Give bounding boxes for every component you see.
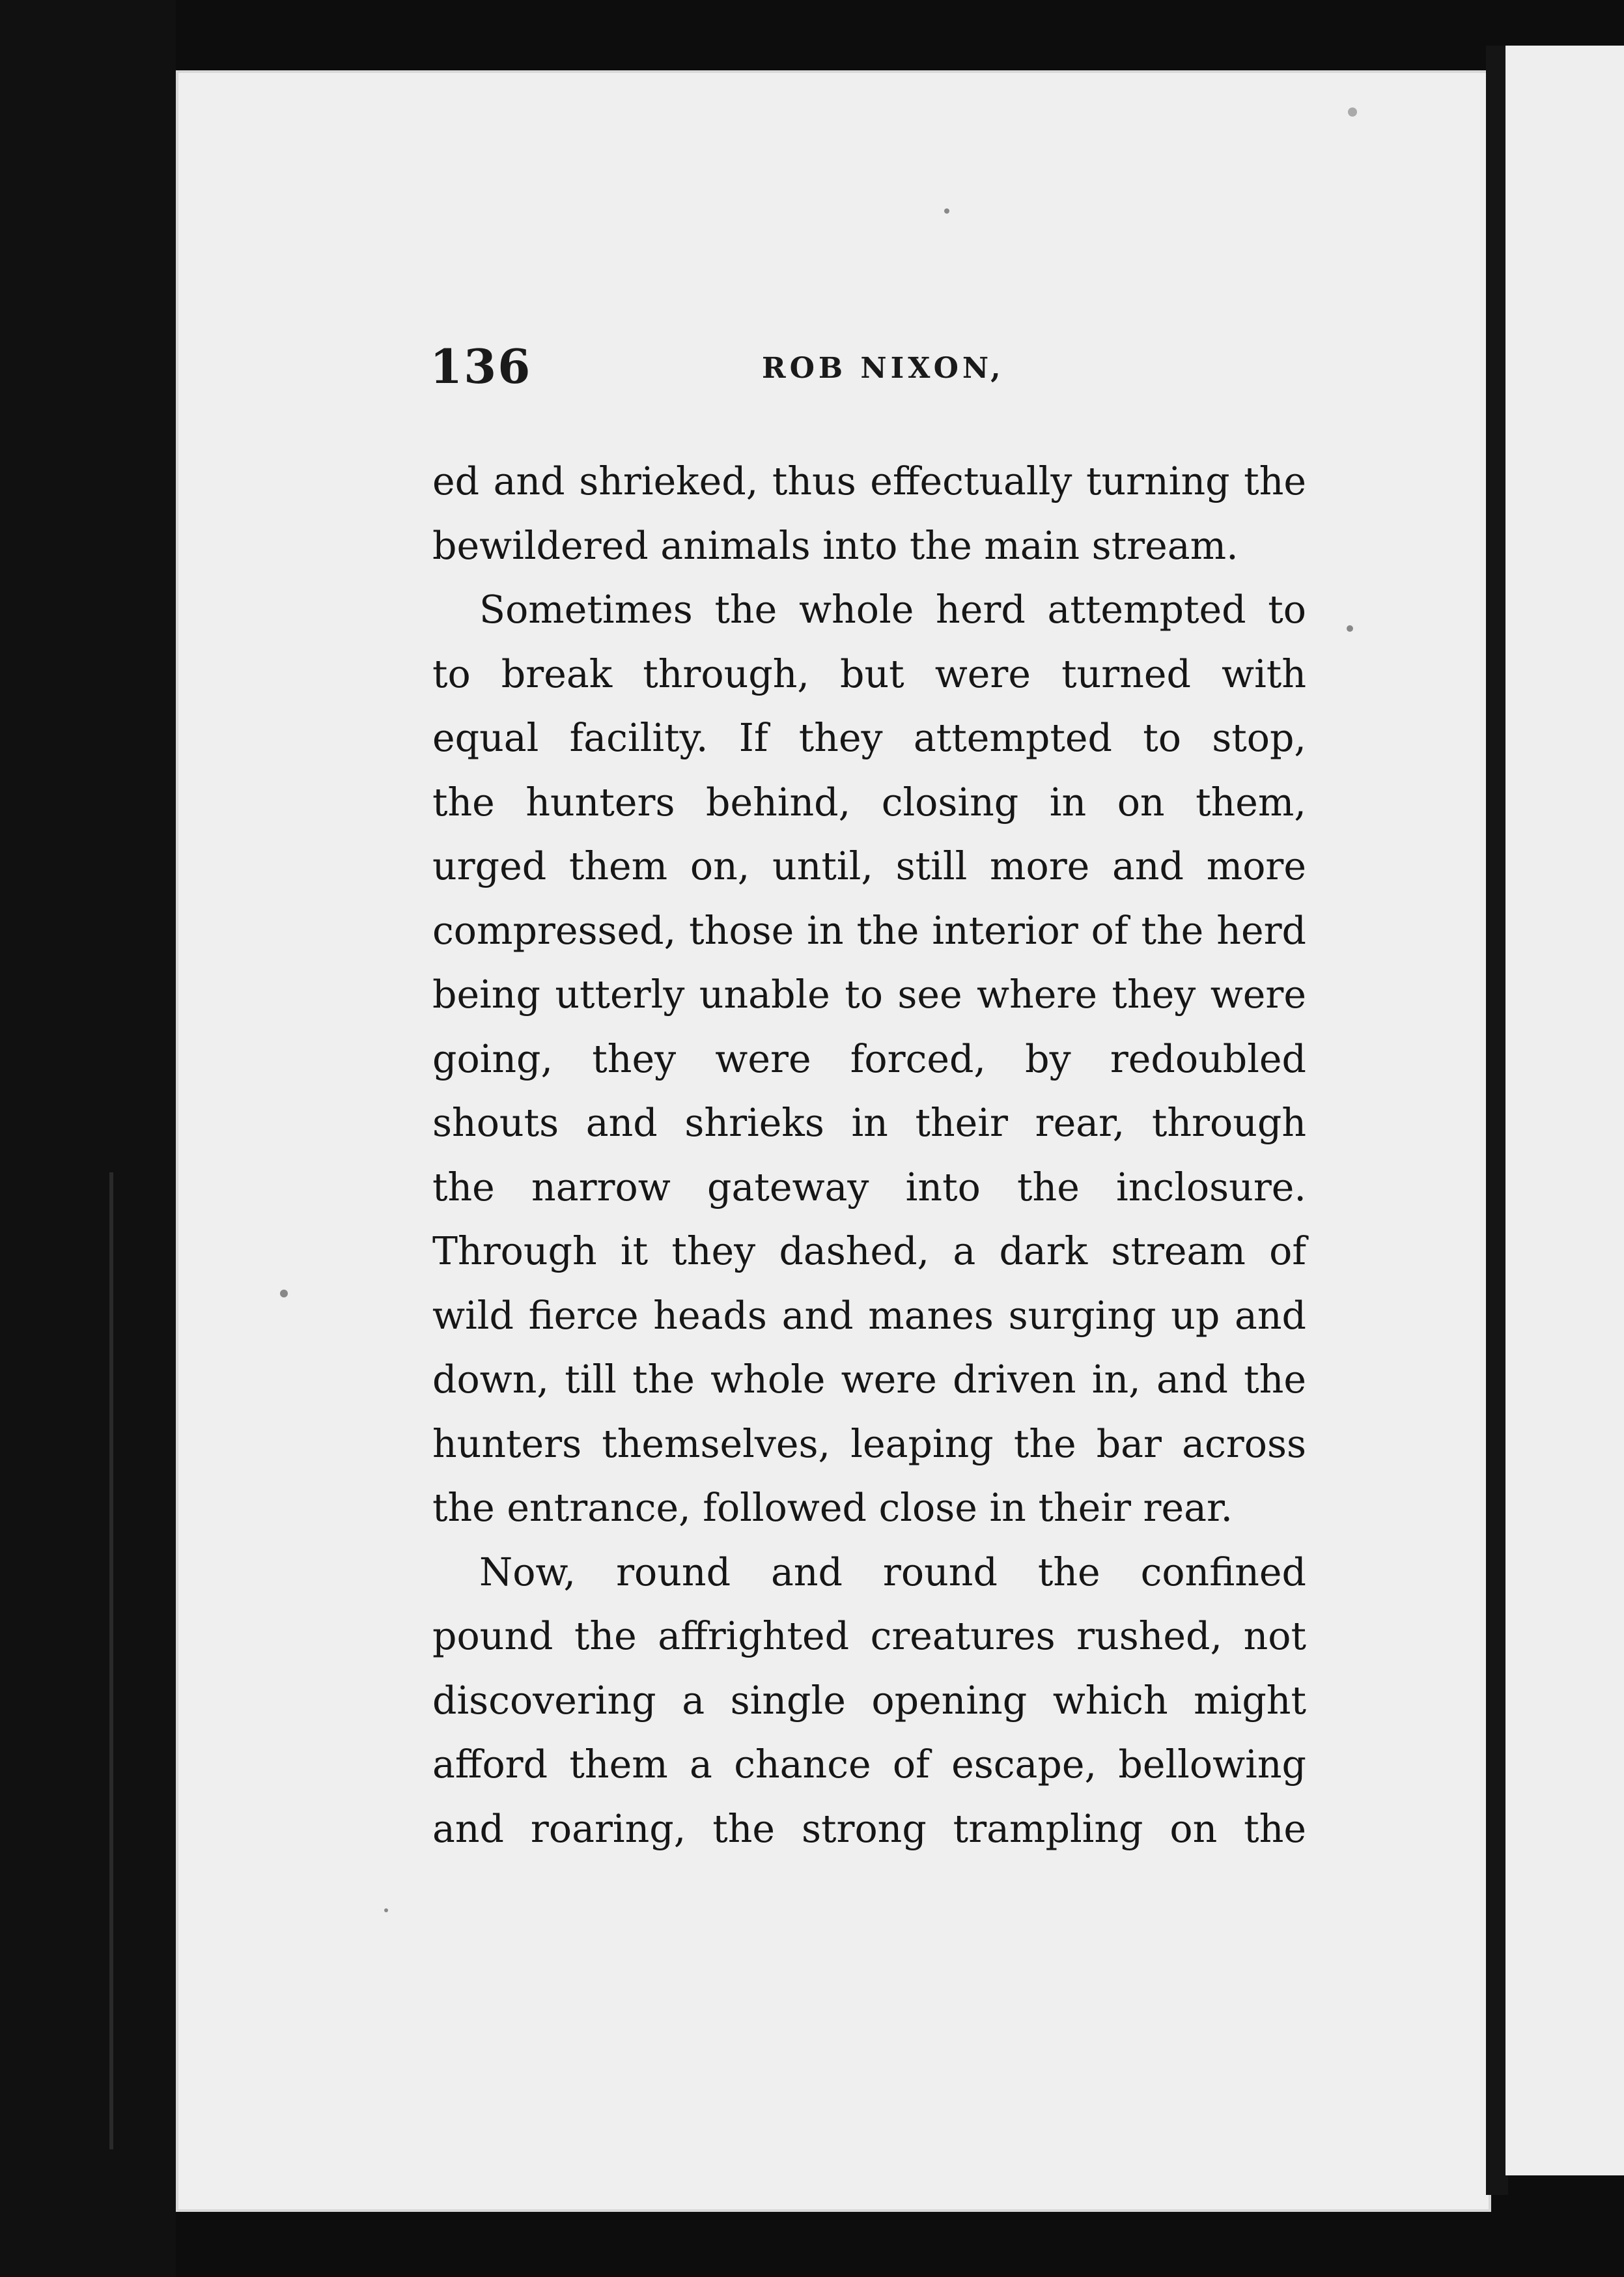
page-number: 136: [430, 339, 532, 394]
text-line: ed and shrieked, thus effectually turning the: [432, 459, 1306, 503]
running-head: ROB NIXON,: [762, 352, 1005, 385]
text-line: and roaring, the strong trampling on the: [432, 1806, 1306, 1851]
paper-speck: [280, 1290, 288, 1297]
paper-speck: [944, 208, 949, 214]
text-line: discovering a single opening which might: [432, 1678, 1306, 1723]
text-line: being utterly unable to see where they were: [432, 972, 1306, 1017]
text-line: down, till the whole were driven in, and the: [432, 1357, 1306, 1402]
text-line: the hunters behind, closing in on them,: [432, 780, 1306, 825]
paper-speck: [1347, 625, 1353, 632]
text-line: urged them on, until, still more and more: [432, 844, 1306, 888]
book-edge-shadow: [109, 1172, 113, 2149]
body-text: [432, 449, 1306, 1861]
text-line: the entrance, followed close in their rear.: [432, 1486, 1233, 1530]
facing-page-edge: [1505, 46, 1624, 2175]
text-line: afford them a chance of escape, bellowing: [432, 1742, 1306, 1787]
page-header: [430, 326, 1309, 404]
text-line: Sometimes the whole herd attempted to: [479, 587, 1306, 632]
text-line: going, they were forced, by redoubled: [432, 1036, 1306, 1081]
text-line: to break through, but were turned with: [432, 651, 1306, 696]
paper-speck: [1348, 107, 1357, 117]
text-line: shouts and shrieks in their rear, through: [432, 1101, 1306, 1145]
page-gutter-divider: [1486, 46, 1508, 2195]
text-line: compressed, those in the interior of the herd: [432, 908, 1306, 953]
text-line: hunters themselves, leaping the bar across: [432, 1421, 1306, 1466]
text-line: equal facility. If they attempted to stop,: [432, 716, 1306, 760]
text-line: the narrow gateway into the inclosure.: [432, 1165, 1306, 1209]
text-line: Through it they dashed, a dark stream of: [432, 1229, 1306, 1273]
text-line: Now, round and round the confined: [479, 1549, 1306, 1594]
paper-speck: [384, 1908, 388, 1912]
text-line: pound the affrighted creatures rushed, not: [432, 1614, 1306, 1658]
scan-background-left: [0, 0, 176, 2277]
text-line: wild fierce heads and manes surging up and: [432, 1293, 1306, 1338]
text-line: bewildered animals into the main stream.: [432, 523, 1239, 568]
